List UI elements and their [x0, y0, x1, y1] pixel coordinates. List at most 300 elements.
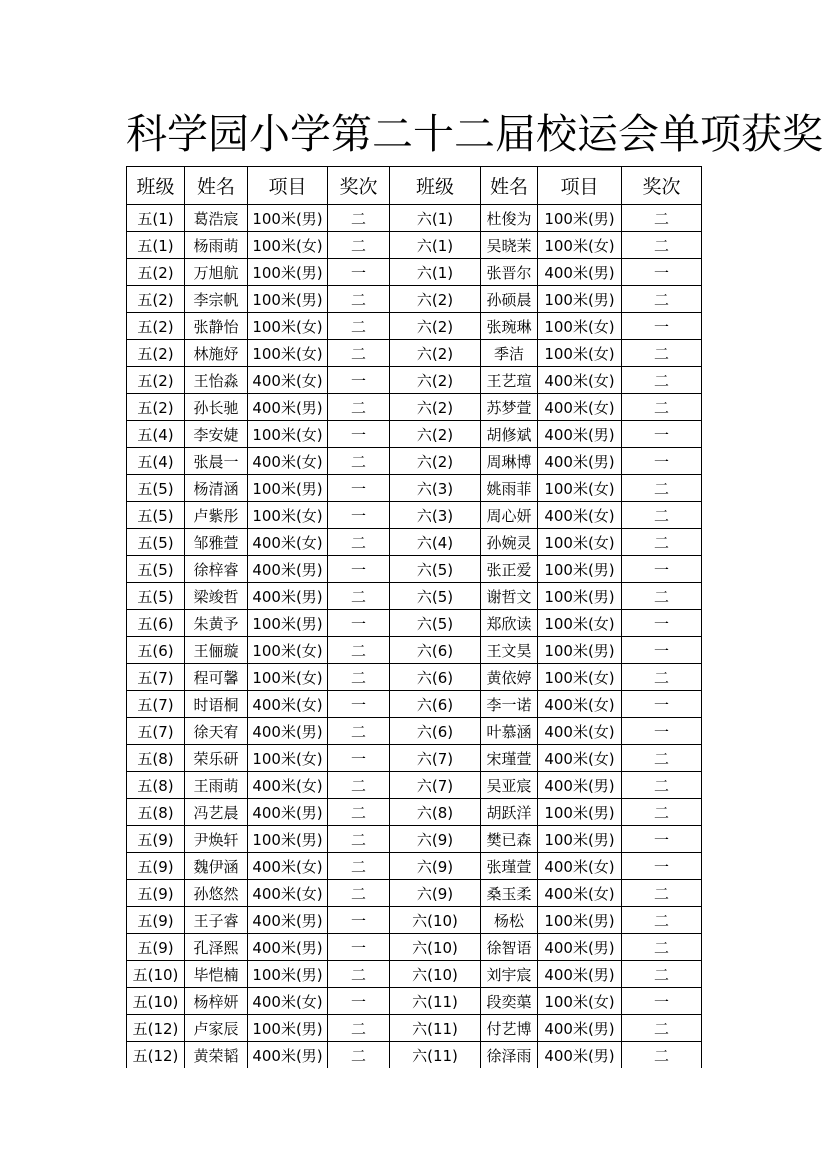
table-row — [127, 772, 702, 799]
class-cell: 五(4) — [127, 421, 185, 448]
event-cell: 400米(女) — [538, 502, 622, 529]
column-header-rank: 奖次 — [328, 167, 390, 205]
event-cell: 100米(男) — [538, 556, 622, 583]
awards-table — [126, 166, 702, 1068]
event-cell: 100米(男) — [248, 286, 328, 313]
page-title: 科学园小学第二十二届校运会单项获奖 — [126, 110, 823, 158]
rank-cell: 二 — [328, 718, 390, 745]
event-cell: 100米(男) — [538, 826, 622, 853]
rank-cell: 一 — [622, 718, 702, 745]
class-cell: 六(2) — [390, 421, 481, 448]
rank-cell: 一 — [328, 745, 390, 772]
rank-cell: 一 — [622, 610, 702, 637]
rank-cell: 二 — [622, 772, 702, 799]
event-cell: 400米(女) — [248, 367, 328, 394]
column-header-class: 班级 — [390, 167, 481, 205]
class-cell: 五(2) — [127, 340, 185, 367]
table-row — [127, 367, 702, 394]
table-row — [127, 880, 702, 907]
event-cell: 100米(男) — [248, 475, 328, 502]
class-cell: 六(2) — [390, 286, 481, 313]
class-cell: 五(10) — [127, 988, 185, 1015]
name-cell: 徐梓睿 — [185, 556, 248, 583]
name-cell: 孙长驰 — [185, 394, 248, 421]
class-cell: 六(2) — [390, 367, 481, 394]
rank-cell: 二 — [622, 394, 702, 421]
event-cell: 400米(男) — [248, 907, 328, 934]
class-cell: 六(2) — [390, 448, 481, 475]
rank-cell: 一 — [328, 367, 390, 394]
rank-cell: 一 — [622, 988, 702, 1015]
rank-cell: 二 — [328, 448, 390, 475]
class-cell: 五(7) — [127, 718, 185, 745]
name-cell: 魏伊涵 — [185, 853, 248, 880]
rank-cell: 一 — [622, 421, 702, 448]
class-cell: 五(9) — [127, 853, 185, 880]
class-cell: 五(9) — [127, 907, 185, 934]
column-header-class: 班级 — [127, 167, 185, 205]
rank-cell: 一 — [328, 475, 390, 502]
class-cell: 五(7) — [127, 691, 185, 718]
table-row — [127, 1015, 702, 1042]
rank-cell: 二 — [622, 664, 702, 691]
name-cell: 樊已森 — [481, 826, 538, 853]
class-cell: 五(4) — [127, 448, 185, 475]
table-row — [127, 259, 702, 286]
name-cell: 张正爱 — [481, 556, 538, 583]
class-cell: 六(3) — [390, 502, 481, 529]
name-cell: 梁竣哲 — [185, 583, 248, 610]
class-cell: 六(1) — [390, 232, 481, 259]
class-cell: 五(10) — [127, 961, 185, 988]
rank-cell: 二 — [328, 205, 390, 232]
class-cell: 六(2) — [390, 340, 481, 367]
class-cell: 六(10) — [390, 934, 481, 961]
rank-cell: 二 — [328, 286, 390, 313]
name-cell: 段奕蕖 — [481, 988, 538, 1015]
class-cell: 六(6) — [390, 664, 481, 691]
name-cell: 朱黄予 — [185, 610, 248, 637]
rank-cell: 二 — [622, 367, 702, 394]
name-cell: 王艺瑄 — [481, 367, 538, 394]
event-cell: 400米(女) — [248, 529, 328, 556]
event-cell: 100米(女) — [538, 475, 622, 502]
class-cell: 五(5) — [127, 556, 185, 583]
name-cell: 时语桐 — [185, 691, 248, 718]
event-cell: 100米(女) — [248, 232, 328, 259]
event-cell: 400米(男) — [248, 1042, 328, 1069]
event-cell: 400米(男) — [538, 934, 622, 961]
event-cell: 400米(女) — [248, 853, 328, 880]
name-cell: 杨松 — [481, 907, 538, 934]
name-cell: 毕恺楠 — [185, 961, 248, 988]
name-cell: 葛浩宸 — [185, 205, 248, 232]
class-cell: 六(10) — [390, 961, 481, 988]
name-cell: 李安婕 — [185, 421, 248, 448]
name-cell: 杨梓妍 — [185, 988, 248, 1015]
class-cell: 六(11) — [390, 1042, 481, 1069]
class-cell: 六(9) — [390, 826, 481, 853]
name-cell: 谢哲文 — [481, 583, 538, 610]
rank-cell: 二 — [328, 637, 390, 664]
event-cell: 400米(男) — [538, 961, 622, 988]
event-cell: 100米(女) — [538, 340, 622, 367]
class-cell: 六(1) — [390, 259, 481, 286]
rank-cell: 二 — [328, 1042, 390, 1069]
event-cell: 100米(女) — [538, 529, 622, 556]
class-cell: 五(9) — [127, 826, 185, 853]
class-cell: 五(9) — [127, 880, 185, 907]
rank-cell: 一 — [328, 556, 390, 583]
class-cell: 五(9) — [127, 934, 185, 961]
class-cell: 六(6) — [390, 691, 481, 718]
event-cell: 400米(女) — [538, 691, 622, 718]
rank-cell: 二 — [328, 529, 390, 556]
column-header-rank: 奖次 — [622, 167, 702, 205]
event-cell: 100米(男) — [248, 205, 328, 232]
class-cell: 五(1) — [127, 205, 185, 232]
event-cell: 100米(男) — [248, 826, 328, 853]
name-cell: 刘宇宸 — [481, 961, 538, 988]
table-row — [127, 907, 702, 934]
rank-cell: 一 — [328, 988, 390, 1015]
name-cell: 张静怡 — [185, 313, 248, 340]
class-cell: 五(5) — [127, 529, 185, 556]
name-cell: 付艺博 — [481, 1015, 538, 1042]
name-cell: 苏梦萱 — [481, 394, 538, 421]
rank-cell: 二 — [328, 826, 390, 853]
name-cell: 卢紫彤 — [185, 502, 248, 529]
class-cell: 五(2) — [127, 394, 185, 421]
name-cell: 桑玉柔 — [481, 880, 538, 907]
rank-cell: 一 — [622, 448, 702, 475]
table-row — [127, 475, 702, 502]
class-cell: 五(6) — [127, 637, 185, 664]
name-cell: 周心妍 — [481, 502, 538, 529]
event-cell: 100米(女) — [248, 637, 328, 664]
class-cell: 六(6) — [390, 637, 481, 664]
event-cell: 100米(男) — [248, 961, 328, 988]
rank-cell: 二 — [328, 880, 390, 907]
class-cell: 六(1) — [390, 205, 481, 232]
rank-cell: 一 — [328, 502, 390, 529]
table-row — [127, 961, 702, 988]
event-cell: 100米(男) — [538, 799, 622, 826]
name-cell: 吴晓茉 — [481, 232, 538, 259]
rank-cell: 一 — [622, 259, 702, 286]
column-header-event: 项目 — [538, 167, 622, 205]
table-row — [127, 340, 702, 367]
name-cell: 黄荣韬 — [185, 1042, 248, 1069]
rank-cell: 一 — [328, 259, 390, 286]
class-cell: 六(8) — [390, 799, 481, 826]
event-cell: 400米(男) — [538, 772, 622, 799]
name-cell: 季洁 — [481, 340, 538, 367]
name-cell: 姚雨菲 — [481, 475, 538, 502]
event-cell: 100米(女) — [248, 340, 328, 367]
rank-cell: 一 — [622, 691, 702, 718]
column-header-event: 项目 — [248, 167, 328, 205]
rank-cell: 一 — [622, 313, 702, 340]
rank-cell: 二 — [622, 502, 702, 529]
table-row — [127, 799, 702, 826]
rank-cell: 二 — [622, 286, 702, 313]
class-cell: 六(3) — [390, 475, 481, 502]
name-cell: 张瑾萱 — [481, 853, 538, 880]
table-row — [127, 853, 702, 880]
table-row — [127, 232, 702, 259]
table-row — [127, 421, 702, 448]
class-cell: 五(7) — [127, 664, 185, 691]
name-cell: 王雨萌 — [185, 772, 248, 799]
event-cell: 400米(女) — [538, 394, 622, 421]
rank-cell: 二 — [328, 664, 390, 691]
name-cell: 万旭航 — [185, 259, 248, 286]
class-cell: 六(5) — [390, 583, 481, 610]
name-cell: 徐天宥 — [185, 718, 248, 745]
rank-cell: 二 — [328, 799, 390, 826]
rank-cell: 一 — [622, 556, 702, 583]
class-cell: 五(5) — [127, 583, 185, 610]
rank-cell: 二 — [328, 853, 390, 880]
table-row — [127, 691, 702, 718]
name-cell: 杨清涵 — [185, 475, 248, 502]
event-cell: 100米(男) — [248, 259, 328, 286]
name-cell: 杨雨萌 — [185, 232, 248, 259]
name-cell: 冯艺晨 — [185, 799, 248, 826]
class-cell: 六(6) — [390, 718, 481, 745]
class-cell: 六(5) — [390, 556, 481, 583]
name-cell: 孙悠然 — [185, 880, 248, 907]
rank-cell: 一 — [328, 421, 390, 448]
name-cell: 黄依婷 — [481, 664, 538, 691]
class-cell: 六(9) — [390, 853, 481, 880]
event-cell: 400米(女) — [538, 745, 622, 772]
table-row — [127, 313, 702, 340]
name-cell: 周琳博 — [481, 448, 538, 475]
name-cell: 杜俊为 — [481, 205, 538, 232]
event-cell: 100米(女) — [538, 313, 622, 340]
rank-cell: 二 — [622, 934, 702, 961]
class-cell: 六(2) — [390, 313, 481, 340]
rank-cell: 二 — [328, 313, 390, 340]
name-cell: 张晋尔 — [481, 259, 538, 286]
rank-cell: 二 — [622, 745, 702, 772]
event-cell: 400米(男) — [248, 799, 328, 826]
name-cell: 王怡淼 — [185, 367, 248, 394]
rank-cell: 一 — [622, 637, 702, 664]
class-cell: 五(12) — [127, 1015, 185, 1042]
table-row — [127, 610, 702, 637]
event-cell: 100米(男) — [538, 583, 622, 610]
name-cell: 李一诺 — [481, 691, 538, 718]
name-cell: 张琬琳 — [481, 313, 538, 340]
event-cell: 400米(男) — [248, 934, 328, 961]
class-cell: 六(10) — [390, 907, 481, 934]
name-cell: 王文昊 — [481, 637, 538, 664]
header-row — [127, 167, 702, 205]
column-header-name: 姓名 — [481, 167, 538, 205]
name-cell: 程可馨 — [185, 664, 248, 691]
class-cell: 五(5) — [127, 502, 185, 529]
name-cell: 王子睿 — [185, 907, 248, 934]
rank-cell: 二 — [328, 772, 390, 799]
rank-cell: 一 — [622, 826, 702, 853]
event-cell: 400米(女) — [538, 718, 622, 745]
event-cell: 100米(女) — [248, 313, 328, 340]
event-cell: 400米(男) — [538, 1042, 622, 1069]
table-row — [127, 394, 702, 421]
event-cell: 400米(男) — [538, 259, 622, 286]
event-cell: 400米(男) — [538, 1015, 622, 1042]
rank-cell: 一 — [328, 610, 390, 637]
event-cell: 400米(女) — [538, 880, 622, 907]
event-cell: 100米(男) — [538, 286, 622, 313]
rank-cell: 一 — [328, 691, 390, 718]
event-cell: 100米(男) — [248, 610, 328, 637]
class-cell: 五(2) — [127, 367, 185, 394]
class-cell: 六(5) — [390, 610, 481, 637]
rank-cell: 二 — [328, 394, 390, 421]
rank-cell: 二 — [622, 1042, 702, 1069]
event-cell: 400米(男) — [248, 718, 328, 745]
event-cell: 100米(女) — [248, 745, 328, 772]
table-row — [127, 826, 702, 853]
rank-cell: 二 — [328, 340, 390, 367]
name-cell: 孔泽熙 — [185, 934, 248, 961]
event-cell: 100米(女) — [248, 664, 328, 691]
event-cell: 400米(女) — [248, 448, 328, 475]
rank-cell: 二 — [622, 475, 702, 502]
name-cell: 林施妤 — [185, 340, 248, 367]
table-row — [127, 529, 702, 556]
name-cell: 宋瑾萱 — [481, 745, 538, 772]
class-cell: 六(4) — [390, 529, 481, 556]
name-cell: 胡跃洋 — [481, 799, 538, 826]
table-row — [127, 205, 702, 232]
class-cell: 五(2) — [127, 259, 185, 286]
table-row — [127, 745, 702, 772]
rank-cell: 二 — [622, 529, 702, 556]
rank-cell: 二 — [622, 232, 702, 259]
event-cell: 100米(男) — [538, 205, 622, 232]
class-cell: 五(8) — [127, 745, 185, 772]
table-row — [127, 988, 702, 1015]
class-cell: 五(1) — [127, 232, 185, 259]
event-cell: 400米(男) — [538, 421, 622, 448]
table-row — [127, 448, 702, 475]
table-row — [127, 934, 702, 961]
name-cell: 郑欣读 — [481, 610, 538, 637]
rank-cell: 二 — [622, 340, 702, 367]
rank-cell: 二 — [328, 232, 390, 259]
rank-cell: 二 — [328, 1015, 390, 1042]
rank-cell: 二 — [622, 961, 702, 988]
event-cell: 400米(女) — [538, 853, 622, 880]
name-cell: 邹雅萱 — [185, 529, 248, 556]
rank-cell: 二 — [622, 799, 702, 826]
rank-cell: 一 — [622, 853, 702, 880]
event-cell: 100米(女) — [248, 502, 328, 529]
name-cell: 卢家辰 — [185, 1015, 248, 1042]
name-cell: 尹焕轩 — [185, 826, 248, 853]
class-cell: 六(2) — [390, 394, 481, 421]
class-cell: 五(8) — [127, 772, 185, 799]
class-cell: 六(7) — [390, 745, 481, 772]
class-cell: 五(6) — [127, 610, 185, 637]
name-cell: 徐智语 — [481, 934, 538, 961]
table-row — [127, 637, 702, 664]
rank-cell: 二 — [328, 583, 390, 610]
name-cell: 胡修斌 — [481, 421, 538, 448]
rank-cell: 二 — [622, 1015, 702, 1042]
class-cell: 六(11) — [390, 1015, 481, 1042]
event-cell: 400米(女) — [248, 691, 328, 718]
table-row — [127, 1042, 702, 1069]
table-row — [127, 664, 702, 691]
name-cell: 叶慕涵 — [481, 718, 538, 745]
name-cell: 荣乐研 — [185, 745, 248, 772]
table-row — [127, 583, 702, 610]
column-header-name: 姓名 — [185, 167, 248, 205]
name-cell: 王俪璇 — [185, 637, 248, 664]
event-cell: 400米(女) — [538, 367, 622, 394]
name-cell: 吴亚宸 — [481, 772, 538, 799]
class-cell: 五(8) — [127, 799, 185, 826]
event-cell: 400米(男) — [248, 394, 328, 421]
event-cell: 400米(男) — [248, 556, 328, 583]
table-row — [127, 718, 702, 745]
event-cell: 100米(男) — [538, 637, 622, 664]
rank-cell: 二 — [328, 961, 390, 988]
event-cell: 400米(男) — [538, 448, 622, 475]
event-cell: 100米(男) — [538, 907, 622, 934]
class-cell: 五(12) — [127, 1042, 185, 1069]
class-cell: 五(2) — [127, 313, 185, 340]
rank-cell: 一 — [328, 907, 390, 934]
table-row — [127, 502, 702, 529]
event-cell: 400米(女) — [248, 988, 328, 1015]
event-cell: 100米(女) — [248, 421, 328, 448]
table-body — [127, 205, 702, 1069]
table-row — [127, 286, 702, 313]
event-cell: 400米(男) — [248, 583, 328, 610]
event-cell: 100米(女) — [538, 232, 622, 259]
name-cell: 李宗帆 — [185, 286, 248, 313]
event-cell: 100米(男) — [248, 1015, 328, 1042]
name-cell: 孙硕晨 — [481, 286, 538, 313]
rank-cell: 二 — [622, 880, 702, 907]
class-cell: 六(9) — [390, 880, 481, 907]
event-cell: 100米(女) — [538, 610, 622, 637]
name-cell: 张晨一 — [185, 448, 248, 475]
event-cell: 100米(女) — [538, 988, 622, 1015]
rank-cell: 二 — [622, 583, 702, 610]
event-cell: 400米(女) — [248, 772, 328, 799]
rank-cell: 二 — [622, 907, 702, 934]
table-row — [127, 556, 702, 583]
class-cell: 六(7) — [390, 772, 481, 799]
rank-cell: 一 — [328, 934, 390, 961]
class-cell: 五(5) — [127, 475, 185, 502]
rank-cell: 二 — [622, 205, 702, 232]
event-cell: 400米(女) — [248, 880, 328, 907]
class-cell: 六(11) — [390, 988, 481, 1015]
event-cell: 100米(女) — [538, 664, 622, 691]
name-cell: 孙婉灵 — [481, 529, 538, 556]
name-cell: 徐泽雨 — [481, 1042, 538, 1069]
class-cell: 五(2) — [127, 286, 185, 313]
